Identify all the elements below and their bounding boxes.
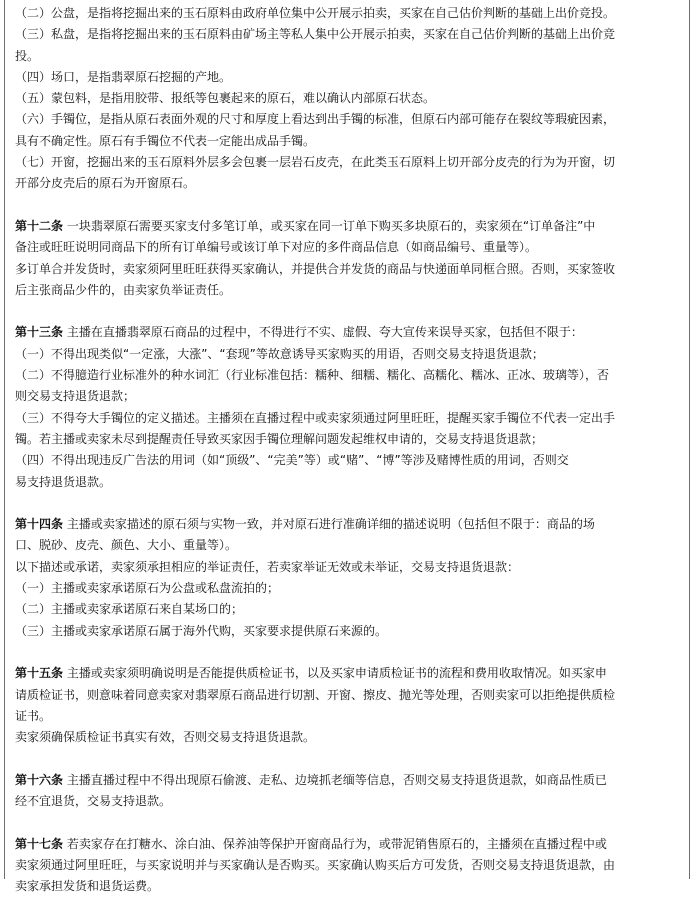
spacer [15, 748, 679, 769]
article-14-title: 第十四条 [15, 517, 64, 532]
spacer [15, 812, 679, 833]
spacer [15, 301, 679, 322]
article-16-first-line [15, 770, 679, 791]
article-12-line: 后主张商品少件的，由卖家负举证责任。 [15, 282, 232, 297]
spacer [15, 195, 679, 216]
definition-line: （二）公盘，是指将挖掘出来的玉石原料由政府单位集中公开展示拍卖，买家在自己估价判断的基础上出价竞投。 [15, 6, 616, 20]
article-14-line: 口、脱砂、皮壳、颜色、大小、重量等）。 [15, 538, 238, 553]
article-14-first-line [15, 514, 679, 535]
definition-line: 投。 [15, 48, 40, 63]
article-15-line: 卖家须确保质检证书真实有效，否则交易支持退货退款。 [15, 730, 316, 745]
definition-line: 开部分皮壳后的原石为开窗原石。 [15, 176, 196, 191]
article-13-first-line [15, 322, 679, 343]
article-14-line: （二）主播或卖家承诺原石来自某场口的； [15, 602, 244, 617]
article-13-line: 易支持退货退款。 [15, 474, 112, 489]
article-14-line: （一）主播或卖家承诺原石为公盘或私盘流拍的； [15, 581, 280, 596]
article-15-line: 证书。 [15, 708, 52, 723]
article-13-line: （二）不得臆造行业标准外的种水词汇（行业标准包括：糯种、细糯、糯化、高糯化、糯冰、正冰、玻璃等），否 [15, 368, 610, 383]
article-14-line: （三）主播或卖家承诺原石属于海外代购，买家要求提供原石来源的。 [15, 623, 388, 638]
definition-line: （三）私盘，是指将挖掘出来的玉石原料由矿场主等私人集中公开展示拍卖，买家在自己估价判断的基础上出价竞 [15, 27, 616, 42]
article-12-first-line [15, 216, 679, 237]
article-12-text: 一块翡翠原石需要买家支付多笔订单，或买家在同一订单下购买多块原石的，卖家须在“订单备注”中 [66, 218, 596, 233]
definition-line: 具有不确定性。原石有手镯位不代表一定能出成品手镯。 [15, 133, 316, 148]
article-15-text: 主播或卖家须明确说明是否能提供质检证书，以及买家申请质检证书的流程和费用收取情况。如买家申 [66, 666, 607, 681]
article-15-line: 请质检证书，则意味着同意卖家对翡翠原石商品进行切割、开窗、擦皮、抛光等处理，否则卖家可以拒绝提供质检 [15, 687, 616, 702]
article-17-first-line [15, 834, 679, 855]
article-16-line: 经不宜退货，交易支持退款。 [15, 793, 172, 808]
article-17-line: 卖家须通过阿里旺旺，与买家说明并与买家确认是否购买。买家确认购买后方可发货，否则交易支持退货退款，由 [15, 857, 616, 872]
article-16-text: 主播直播过程中不得出现原石偷渡、走私、边境抓老缅等信息，否则交易支持退货退款，如商品性质已 [66, 772, 607, 787]
article-17-line: 卖家承担发货和退货运费。 [15, 879, 160, 894]
article-17-title: 第十七条 [15, 836, 64, 851]
article-15-title: 第十五条 [15, 666, 64, 681]
article-14-line: 以下描述或承诺，卖家须承担相应的举证责任，若卖家举证无效或未举证，交易支持退货退款： [15, 559, 520, 574]
definition-line: （七）开窗，挖掘出来的玉石原料外层多会包裹一层岩石皮壳，在此类玉石原料上切开部分皮壳的行为为开窗，切 [15, 155, 616, 170]
spacer [15, 493, 679, 514]
article-13-title: 第十三条 [15, 325, 64, 340]
article-13-text: 主播在直播翡翠原石商品的过程中，不得进行不实、虚假、夸大宣传来误导买家，包括但不限于： [66, 325, 583, 340]
article-15-first-line [15, 663, 679, 684]
article-13-line: （三）不得夸大手镯位的定义描述。主播须在直播过程中或卖家须通过阿里旺旺，提醒买家手镯位不代表一定出手 [15, 410, 616, 425]
article-13-line: 则交易支持退货退款； [15, 389, 136, 404]
spacer [15, 642, 679, 663]
article-13-line: 镯。若主播或卖家未尽到提醒责任导致买家因手镯位理解问题发起维权申请的，交易支持退货退款； [15, 431, 544, 446]
article-17-text: 若卖家存在打糖水、涂白油、保养油等保护开窗商品行为，或带泥销售原石的，主播须在直播过程中或 [66, 836, 607, 851]
document-page [4, 0, 690, 894]
definition-line: （五）蒙包料，是指用胶带、报纸等包裹起来的原石，难以确认内部原石状态。 [15, 91, 436, 106]
article-13-line: （四）不得出现违反广告法的用词（如“顶级”、“完美”等）或“赌”、“博”等涉及赌博性质的用词，否则交 [15, 453, 569, 468]
article-12-line: 多订单合并发货时，卖家须阿里旺旺获得买家确认，并提供合并发货的商品与快递面单同框合照。否则，买家签收 [15, 261, 616, 276]
article-12-line: 备注或旺旺说明同商品下的所有订单编号或该订单下对应的多件商品信息（如商品编号、重量等）。 [15, 240, 538, 255]
article-16-title: 第十六条 [15, 772, 64, 787]
definition-line: （四）场口，是指翡翠原石挖掘的产地。 [15, 69, 232, 84]
article-13-line: （一）不得出现类似“一定涨，大涨”、“套现”等故意诱导买家购买的用语，否则交易支持退货退款； [15, 346, 544, 361]
article-12-title: 第十二条 [15, 218, 64, 233]
definition-line: （六）手镯位，是指从原石表面外观的尺寸和厚度上看达到出手镯的标准，但原石内部可能存在裂纹等瑕疵因素， [15, 112, 616, 127]
article-14-text: 主播或卖家描述的原石须与实物一致，并对原石进行准确详细的描述说明（包括但不限于：商品的场 [66, 517, 595, 532]
